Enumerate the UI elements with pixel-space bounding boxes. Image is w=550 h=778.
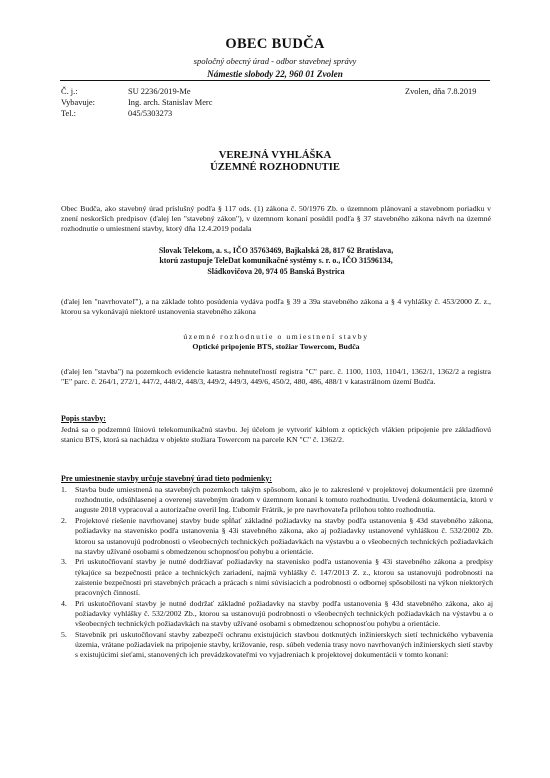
item-text: Pri uskutočňovaní stavby je nutné dodržiavať požiadavky na stavenisko podľa ustanovenia § 43i stavebného zákona a predpisy týkajúce sa bezpečnosti práce a technických zariadení, najmä vyhlášky č. 147/2013 Z. z., ktorou sa ustanovujú podrobnosti na zaistenie bezpečnosti pri stavebných prácach a prácach s nimi súvisiacich a podrobnosti o odbornej spôsobilosti na výkon niektorých pracovných činností. bbox=[75, 557, 493, 598]
title-line-2: ÚZEMNÉ ROZHODNUTIE bbox=[210, 162, 340, 174]
applicant-line-2: ktorú zastupuje TeleDat komunikačné systémy s. r. o., IČO 31596134, bbox=[159, 256, 393, 266]
phone-label: Tel.: bbox=[61, 109, 76, 119]
item-text: Pri uskutočňovaní stavby je nutné dodržať základné požiadavky na stavby podľa ustanovenia § 43d stavebného zákona, ako aj požiadavky vyhlášky č. 532/2002 Zb., ktorou sa ustanovujú podrobnosti o všeobecných technických požiadavkách na výstavbu a o všeobecných technických požiadavkách na stavby užívané osobami s obmedzenou schopnosťou pohybu a orientácie. bbox=[75, 598, 493, 629]
document-title bbox=[0, 150, 550, 174]
intro-paragraph: Obec Budča, ako stavebný úrad príslušný podľa § 117 ods. (1) zákona č. 50/1976 Zb. o územnom plánovaní a stavebnom poriadku v znení neskorších predpisov (ďalej len "stavebný zákon"), v územnom konaní posúdil podľa § 37 stavebného zákona návrh na územné rozhodnutie o umiestnení stavby, ktorý dňa 12.4.2019 podala bbox=[61, 204, 491, 234]
list-item bbox=[61, 557, 493, 598]
stavba-paragraph: (ďalej len "stavba") na pozemkoch evidencie katastra nehnuteľností registra "C" parc. č. 1100, 1103, 1104/1, 1362/1, 1362/2 a registra "E" parc. č. 264/1, 272/1, 447/2, 448/2, 448/3, 449/2, 449/3, 449/6, 450/2, 480, 486, 488/1 v katastrálnom území Budča. bbox=[61, 367, 491, 387]
phone-row bbox=[61, 108, 358, 119]
item-number: 3. bbox=[61, 557, 67, 567]
description-text: Jedná sa o podzemnú líniovú telekomunikačnú stavbu. Jej účelom je vytvoriť káblom z optických vlákien pripojenie pre základňovú stanicu BTS, ktorá sa nachádza v objekte stožiara Towercom na parcele KN "C" č. 1362/2. bbox=[61, 425, 491, 445]
item-number: 5. bbox=[61, 629, 67, 639]
office-subtitle: spoločný obecný úrad - odbor stavebnej správy bbox=[193, 56, 357, 66]
document-date: Zvolen, dňa 7.8.2019 bbox=[405, 87, 477, 96]
description-title: Popis stavby: bbox=[61, 414, 106, 423]
item-text: Stavba bude umiestnená na stavebných pozemkoch takým spôsobom, ako je to zakreslené v projektovej dokumentácii pre územné rozhodnutie, odsúhlasenej a overenej stavebným úradom v územnom konaní k tomuto rozhodnutiu. Uvedená dokumentácia, ktorú v auguste 2018 vypracoval a autorizačne overil Ing. Ľubomír Frátrik, je pre navrhovateľa prílohou tohto rozhodnutia. bbox=[75, 485, 493, 515]
item-number: 4. bbox=[61, 598, 67, 608]
item-text: Projektové riešenie navrhovanej stavby bude spĺňať základné požiadavky na stavby podľa ustanovenia § 43d stavebného zákona, požiadavky na stavenisko podľa ustanovenia § 43i stavebného zákona, ako aj požiadavky ustanovené vyhláškou č. 532/2002 Zb. ktorou sa ustanovujú podrobnosti o všeobecných technických požiadavkách na výstavbu a o všeobecných technických požiadavkách na stavby užívané osobami s obmedzenou schopnosťou pohybu a orientácie. bbox=[75, 516, 493, 556]
title-line-1: VEREJNÁ VYHLÁŠKA bbox=[218, 150, 332, 161]
list-item bbox=[61, 516, 493, 557]
decision-heading: územné rozhodnutie o umiestnení stavby bbox=[183, 332, 369, 341]
item-number: 1. bbox=[61, 485, 67, 494]
applicant-line-1: Slovak Telekom, a. s., IČO 35763469, Bajkalská 28, 817 62 Bratislava, bbox=[158, 246, 394, 255]
list-item bbox=[61, 485, 493, 516]
applicant-block bbox=[61, 246, 491, 277]
conditions-title: Pre umiestnenie stavby určuje stavebný úrad tieto podmienky: bbox=[61, 474, 272, 483]
office-address: Námestie slobody 22, 960 01 Zvolen bbox=[60, 69, 490, 81]
item-text: Stavebník pri uskutočňovaní stavby zabezpečí ochranu existujúcich stavbou dotknutých inžinierskych sietí technického vybavenia územia, vrátane požiadaviek na pripojenie stavby, križovanie, resp. súbeh vedenia trasy novo navrhovaných inžinierskych sietí stavby s existujúcimi sieťami, stanovených ich prevádzkovateľmi vo vyjadreniach k projektovej dokumentácii v tomto konaní: bbox=[75, 629, 493, 660]
proposer-paragraph: (ďalej len "navrhovateľ"), a na základe tohto posúdenia vydáva podľa § 39 a 39a stavebného zákona a § 4 vyhlášky č. 453/2000 Z. z., ktorou sa vykonávajú niektoré ustanovenia stavebného zákona bbox=[61, 297, 491, 317]
reference-row bbox=[61, 86, 358, 97]
handler-label: Vybavuje: bbox=[61, 98, 95, 108]
item-number: 2. bbox=[61, 516, 67, 526]
handler-value: Ing. arch. Stanislav Merc bbox=[128, 98, 213, 108]
reference-label: Č. j.: bbox=[61, 87, 78, 96]
list-item bbox=[61, 599, 493, 630]
municipality-title: OBEC BUDČA bbox=[225, 36, 325, 52]
conditions-list bbox=[61, 485, 493, 661]
list-item bbox=[61, 630, 493, 661]
handler-row bbox=[61, 97, 358, 108]
decision-name: Optické pripojenie BTS, stožiar Towercom, Budča bbox=[192, 342, 360, 351]
reference-block bbox=[61, 86, 358, 120]
phone-value: 045/5303273 bbox=[128, 109, 173, 119]
reference-value: SU 2236/2019-Me bbox=[128, 87, 191, 96]
applicant-line-3: Sládkovičova 20, 974 05 Banská Bystrica bbox=[207, 266, 345, 276]
